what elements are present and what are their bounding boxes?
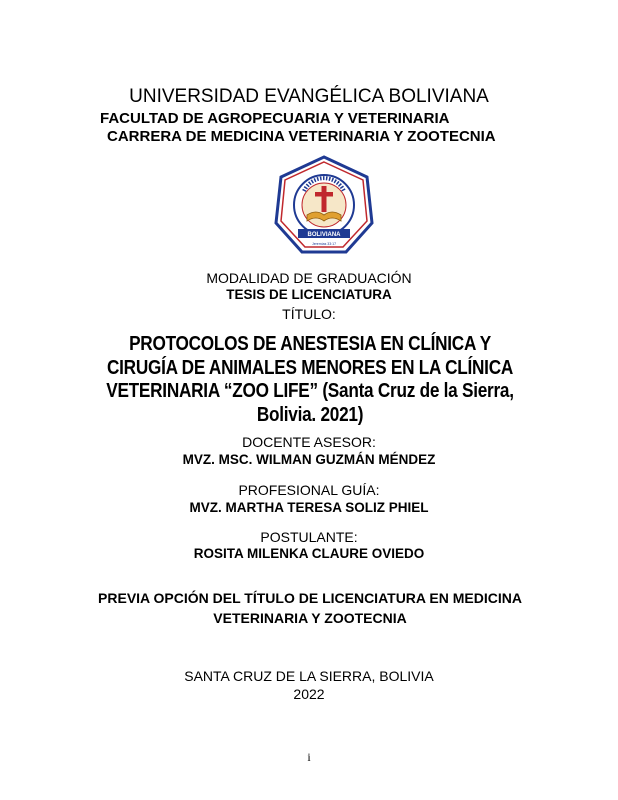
advisor-label: DOCENTE ASESOR: [242, 434, 376, 450]
degree-option: PREVIA OPCIÓN DEL TÍTULO DE LICENCIATURA EN MEDICINA VETERINARIA Y ZOOTECNIA [98, 590, 522, 626]
career-name: CARRERA DE MEDICINA VETERINARIA Y ZOOTECNIA [107, 128, 496, 145]
year: 2022 [293, 686, 325, 702]
applicant-name: ROSITA MILENKA CLAURE OVIEDO [193, 546, 425, 561]
advisor-name: MVZ. MSC. WILMAN GUZMÁN MÉNDEZ [182, 452, 436, 467]
page-number: i [307, 750, 311, 764]
faculty-name: FACULTAD DE AGROPECUARIA Y VETERINARIA [100, 110, 450, 127]
modality-value: TESIS DE LICENCIATURA [226, 287, 392, 302]
university-logo [274, 155, 374, 255]
university-name: UNIVERSIDAD EVANGÉLICA BOLIVIANA [129, 86, 489, 107]
title-label: TÍTULO: [282, 306, 336, 322]
logo-bottom-text: BOLIVIANA [307, 232, 341, 238]
guide-name: MVZ. MARTHA TERESA SOLIZ PHIEL [189, 500, 429, 515]
applicant-label: POSTULANTE: [260, 529, 358, 545]
location: SANTA CRUZ DE LA SIERRA, BOLIVIA [184, 668, 434, 684]
modality-label: MODALIDAD DE GRADUACIÓN [206, 270, 412, 286]
logo-motto: Jeremías 33:17 [311, 242, 337, 246]
guide-label: PROFESIONAL GUÍA: [238, 482, 380, 498]
thesis-title: PROTOCOLOS DE ANESTESIA EN CLÍNICA Y CIRUGÍA DE ANIMALES MENORES EN LA CLÍNICA VETERINARIA “ZOO LIFE” (Santa Cruz de la Sierra, Bolivia. 2021) [106, 333, 514, 426]
